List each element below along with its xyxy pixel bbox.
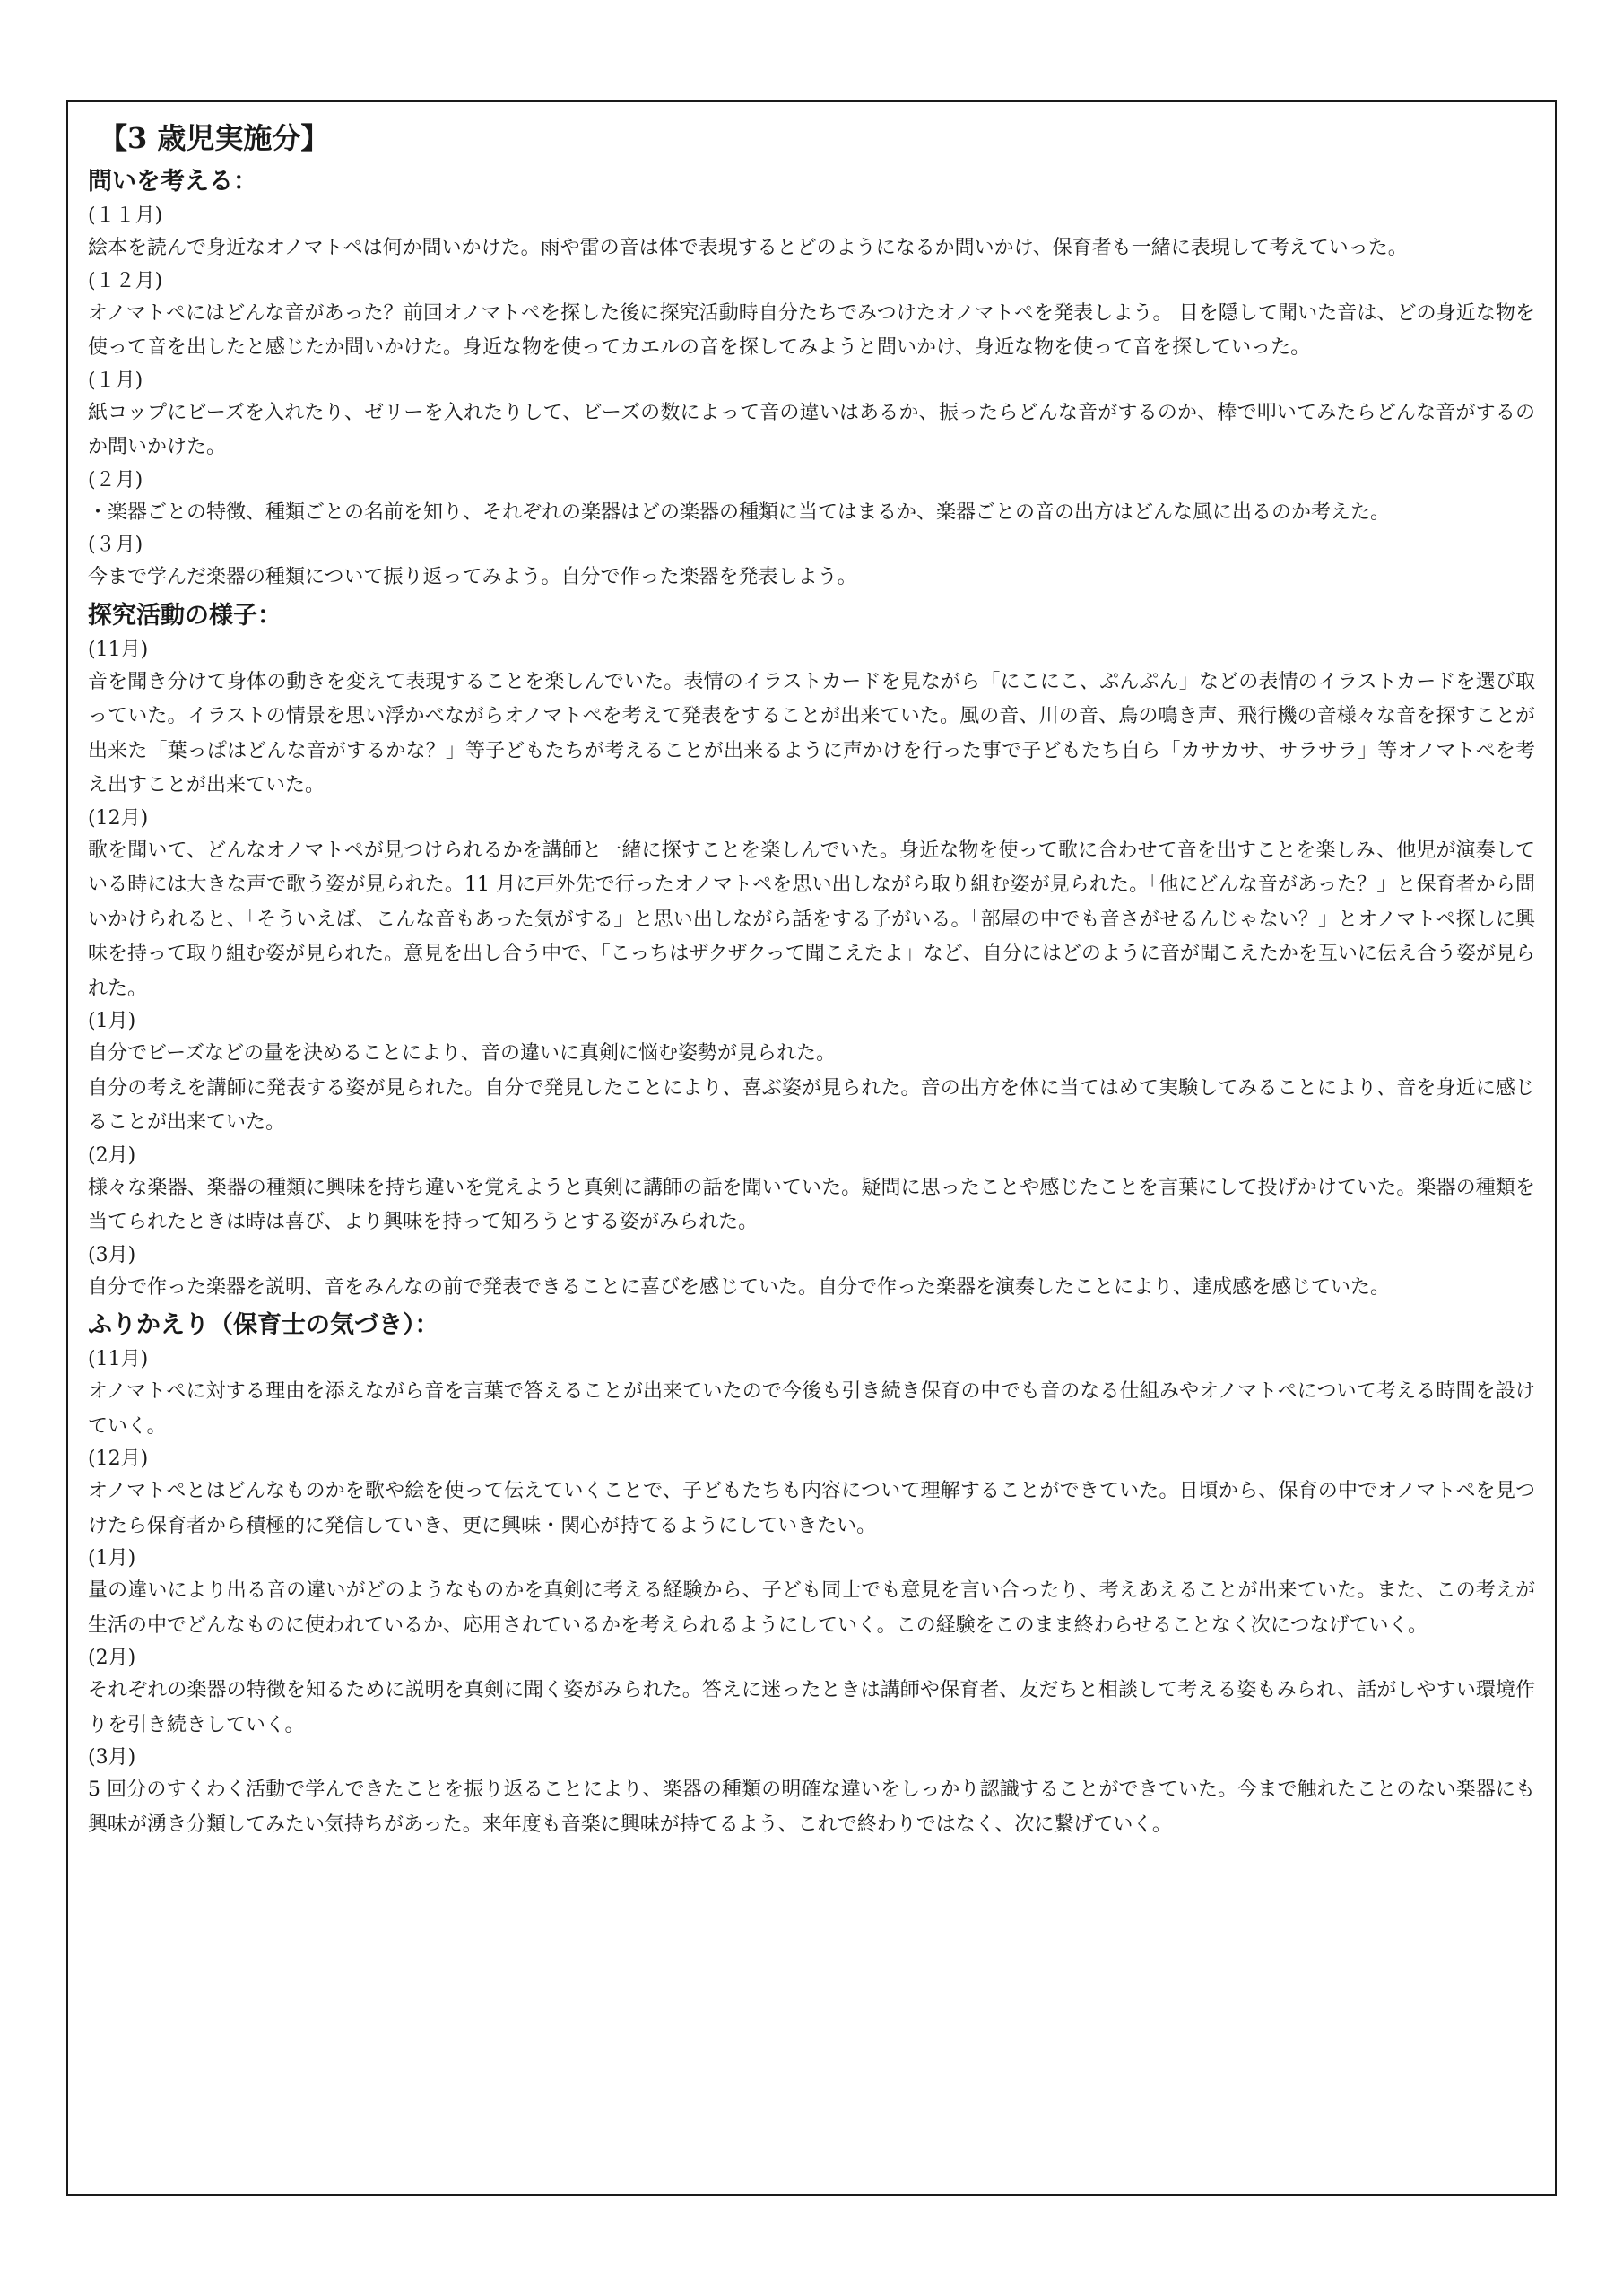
paragraph: それぞれの楽器の特徴を知るために説明を真剣に聞く姿がみられた。答えに迷ったときは講師や保育者、友だちと相談して考える姿もみられ、話がしやすい環境作りを引き続きしていく。 (88, 1679, 1535, 1736)
section-heading: 探究活動の様子： (88, 601, 282, 630)
month-entry (88, 1544, 1535, 1643)
month-entry (88, 201, 1535, 266)
paragraph: 歌を聞いて、どんなオノマトペが見つけられるかを講師と一緒に探すことを楽しんでいた。身近な物を使って歌に合わせて音を出すことを楽しみ、他児が演奏している時には大きな声で歌う姿が見られた。11 月に戸外先で行ったオノマトペを思い出しながら取り組む姿が見られた。「他にどんな音があった？」と保育者から問いかけられると、「そういえば、こんな音もあった気がする」と思い出しながら話をする子がいる。「部屋の中でも音さがせるんじゃない？」とオノマトペ探しに興味を持って取り組む姿が見られた。意見を出し合う中で、「こっちはザクザクって聞こえたよ」など、自分にはどのように音が聞こえたかを互いに伝え合う姿が見られた。 (88, 839, 1535, 1000)
month-label: (１１月) (88, 204, 163, 227)
paragraph: 量の違いにより出る音の違いがどのようなものかを真剣に考える経験から、子ども同士でも意見を言い合ったり、考えあえることが出来ていた。また、この考えが生活の中でどんなものに使われているか、応用されているかを考えられるようにしていく。この経験をこのまま終わらせることなく次につなげていく。 (88, 1579, 1535, 1637)
month-label: (1月) (88, 1547, 136, 1570)
document-content (88, 163, 1535, 1842)
paragraph: オノマトペとはどんなものかを歌や絵を使って伝えていくことで、子どもたちも内容について理解することができていた。日頃から、保育の中でオノマトペを見つけたら保育者から積極的に発信していき、更に興味・関心が持てるようにしていきたい。 (88, 1480, 1535, 1537)
section-heading: ふりかえり（保育士の気づき）： (88, 1311, 439, 1339)
paragraph: オノマトペに対する理由を添えながら音を言葉で答えることが出来ていたので今後も引き続き保育の中でも音のなる仕組みやオノマトペについて考える時間を設けていく。 (88, 1380, 1535, 1438)
month-label: (２月) (88, 468, 143, 491)
paragraph: 様々な楽器、楽器の種類に興味を持ち違いを覚えようと真剣に講師の話を聞いていた。疑問に思ったことや感じたことを言葉にして投げかけていた。楽器の種類を当てられたときは時は喜び、より興味を持って知ろうとする姿がみられた。 (88, 1176, 1535, 1233)
month-entry (88, 266, 1535, 366)
month-entry (88, 366, 1535, 465)
paragraph: 今まで学んだ楽器の種類について振り返ってみよう。自分で作った楽器を発表しよう。 (88, 566, 857, 588)
paragraph: 自分の考えを講師に発表する姿が見られた。自分で発見したことにより、喜ぶ姿が見られた。音の出方を体に当てはめて実験してみることにより、音を身近に感じることが出来ていた。 (88, 1076, 1535, 1134)
month-label: (３月) (88, 534, 143, 556)
paragraph: 5 回分のすくわく活動で学んできたことを振り返ることにより、楽器の種類の明確な違いをしっかり認識することができていた。今まで触れたことのない楽器にも興味が湧き分類してみたい気持ちがあった。来年度も音楽に興味が持てるよう、これで終わりではなく、次に繋げていく。 (88, 1779, 1535, 1836)
paragraph: 自分で作った楽器を説明、音をみんなの前で発表できることに喜びを感じていた。自分で作った楽器を演奏したことにより、達成感を感じていた。 (88, 1275, 1391, 1299)
paragraph: 音を聞き分けて身体の動きを変えて表現することを楽しんでいた。表情のイラストカードを見ながら「にこにこ、ぷんぷん」などの表情のイラストカードを選び取っていた。イラストの情景を思い浮かべながらオノマトペを考えて発表をすることが出来ていた。風の音、川の音、鳥の鳴き声、飛行機の音様々な音を探すことが出来た「葉っぱはどんな音がするかな？」等子どもたちが考えることが出来るように声かけを行った事で子どもたち自ら「カサカサ、サラサラ」等オノマトペを考え出すことが出来ていた。 (88, 670, 1535, 796)
month-entry (88, 804, 1535, 1007)
month-label: (1月) (88, 1010, 136, 1032)
month-label: (3月) (88, 1746, 136, 1769)
section (88, 163, 1535, 596)
section-heading: 問いを考える： (88, 168, 257, 196)
month-label: (2月) (88, 1144, 136, 1167)
section (88, 597, 1535, 1306)
document-title: 【3 歳児実施分】 (99, 121, 330, 155)
paragraph: 絵本を読んで身近なオノマトペは何か問いかけた。雨や雷の音は体で表現するとどのようになるか問いかけ、保育者も一緒に表現して考えていった。 (88, 237, 1408, 259)
month-label: (１２月) (88, 269, 163, 292)
month-label: (3月) (88, 1243, 136, 1266)
month-entry (88, 465, 1535, 531)
month-entry (88, 1344, 1535, 1444)
section (88, 1307, 1535, 1842)
month-label: (１月) (88, 369, 143, 392)
month-entry (88, 1643, 1535, 1743)
month-label: (12月) (88, 1448, 149, 1470)
paragraph: 自分でビーズなどの量を決めることにより、音の違いに真剣に悩む姿勢が見られた。 (88, 1042, 837, 1065)
month-entry (88, 1006, 1535, 1141)
paragraph: オノマトペにはどんな音があった？前回オノマトペを探した後に探究活動時自分たちでみつけたオノマトペを発表しよう。 目を隠して聞いた音は、どの身近な物を使って音を出したと感じたか問いかけた。身近な物を使ってカエルの音を探してみようと問いかけ、身近な物を使って音を探していった。 (88, 301, 1535, 359)
month-label: (2月) (88, 1647, 136, 1669)
paragraph: 紙コップにビーズを入れたり、ゼリーを入れたりして、ビーズの数によって音の違いはあるか、振ったらどんな音がするのか、棒で叩いてみたらどんな音がするのか問いかけた。 (88, 401, 1535, 458)
paragraph: ・楽器ごとの特徴、種類ごとの名前を知り、それぞれの楽器はどの楽器の種類に当てはまるか、楽器ごとの音の出方はどんな風に出るのか考えた。 (88, 500, 1391, 524)
month-entry (88, 1444, 1535, 1544)
month-entry (88, 530, 1535, 596)
month-entry (88, 1240, 1535, 1306)
month-entry (88, 1743, 1535, 1842)
month-entry (88, 1141, 1535, 1240)
month-label: (11月) (88, 638, 149, 661)
month-label: (12月) (88, 806, 149, 830)
document-frame (66, 100, 1557, 2196)
month-label: (11月) (88, 1348, 149, 1370)
month-entry (88, 635, 1535, 804)
